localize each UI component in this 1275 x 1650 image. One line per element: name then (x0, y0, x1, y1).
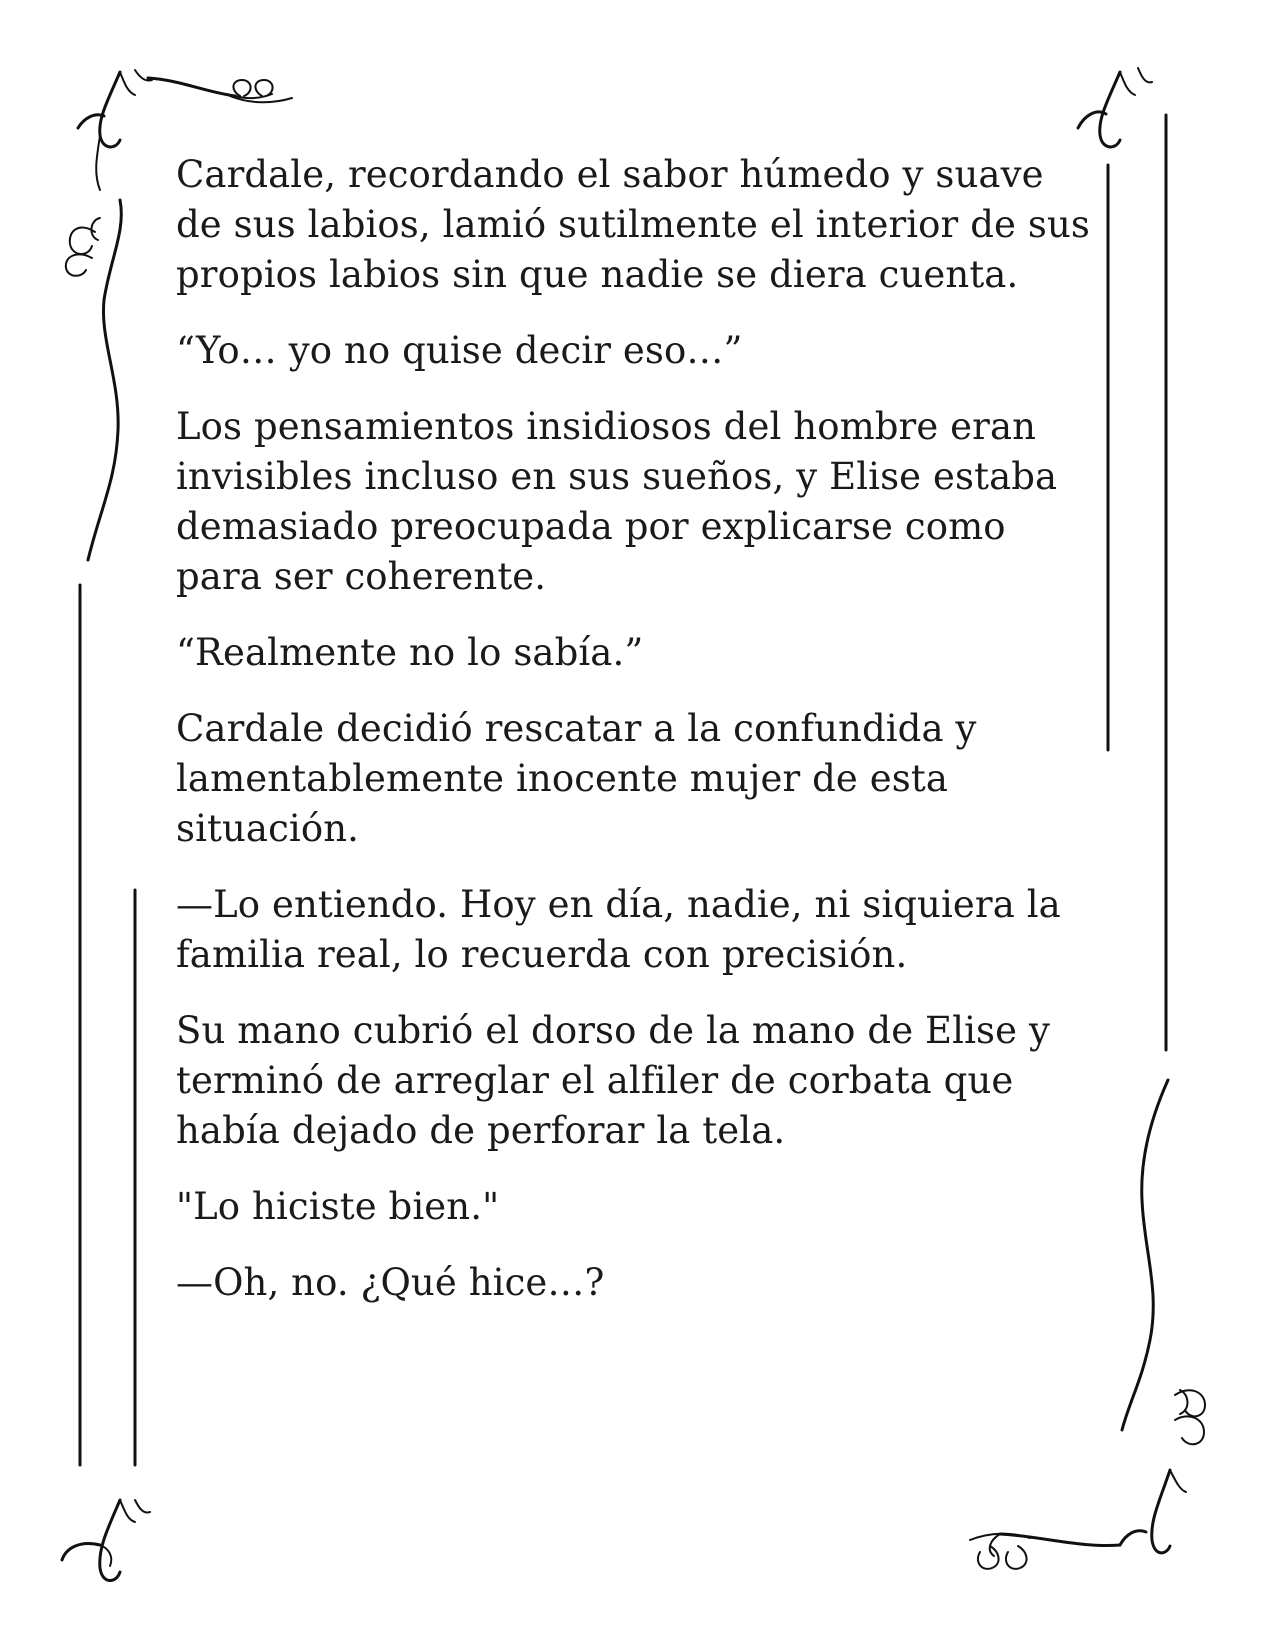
paragraph-5: Cardale decidió rescatar a la confundida y lamentablemente inocente mujer de esta situación. (176, 707, 977, 850)
paragraph-9: —Oh, no. ¿Qué hice…? (176, 1261, 605, 1304)
top-right-flourish-icon (1078, 68, 1152, 147)
paragraph-2: “Yo… yo no quise decir eso…” (176, 329, 743, 372)
paragraph-7: Su mano cubrió el dorso de la mano de Elise y terminó de arreglar el alfiler de corbata que había dejado de perforar la tela. (176, 1009, 1050, 1152)
paragraph-6: —Lo entiendo. Hoy en día, nadie, ni siquiera la familia real, lo recuerda con precisión. (176, 883, 1061, 976)
chapter-text (176, 150, 1096, 1334)
bottom-left-flourish-icon (62, 1500, 150, 1581)
paragraph-3: Los pensamientos insidiosos del hombre eran invisibles incluso en sus sueños, y Elise estaba demasiado preocupada por explicarse como para ser coherente. (176, 405, 1058, 598)
paragraph-1: Cardale, recordando el sabor húmedo y suave de sus labios, lamió sutilmente el interior de sus propios labios sin que nadie se diera cuenta. (176, 153, 1090, 296)
paragraph-4: “Realmente no lo sabía.” (176, 631, 644, 674)
paragraph-8: "Lo hiciste bien." (176, 1185, 500, 1228)
